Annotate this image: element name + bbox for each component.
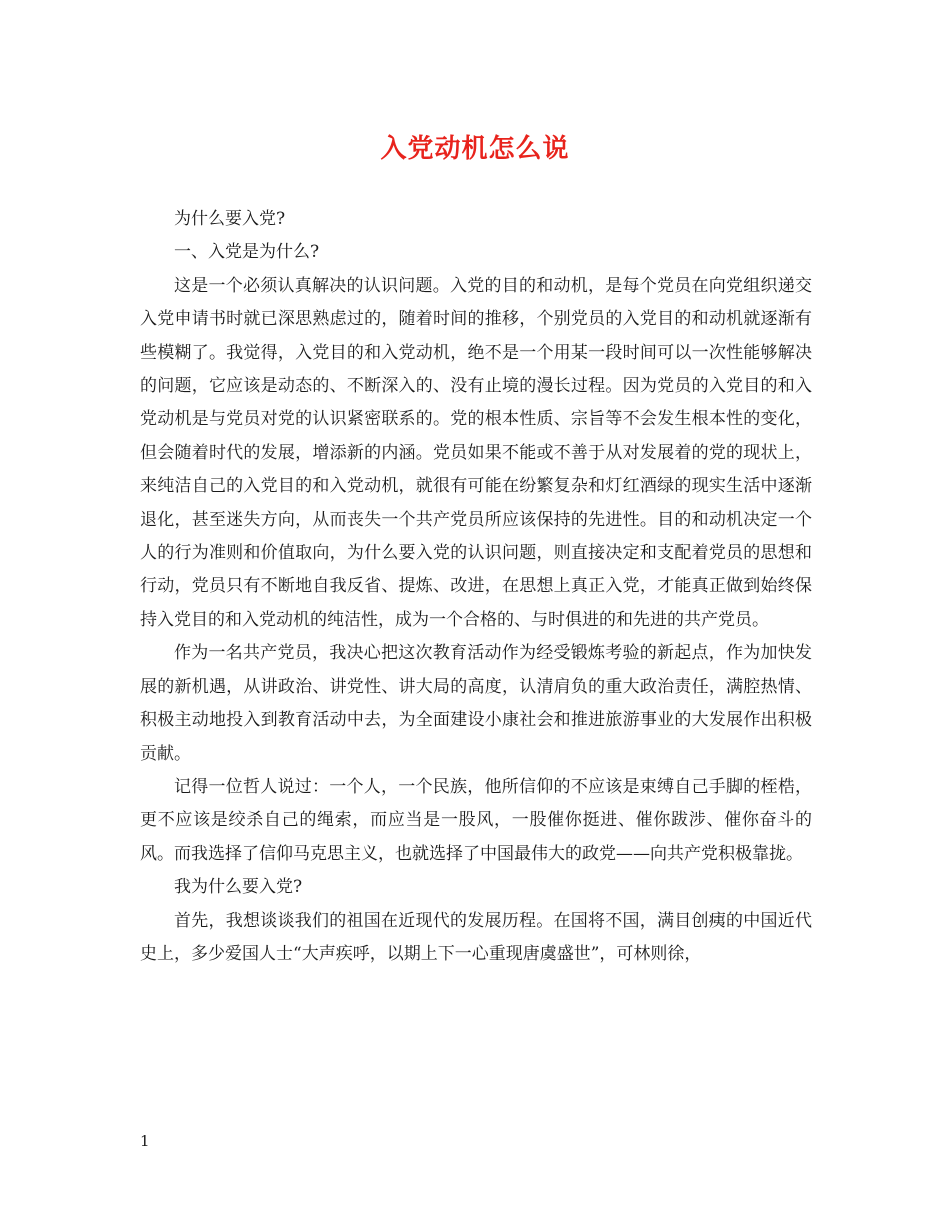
document-body <box>140 203 812 971</box>
paragraph-2: 一、入党是为什么? <box>174 242 320 263</box>
document-title: 入党动机怎么说 <box>380 134 570 164</box>
paragraph-7: 首先，我想谈谈我们的祖国在近现代的发展历程。在国将不国，满目创痍的中国近代史上，多少爱国人士“大声疾呼，以期上下一心重现唐虞盛世”，可林则徐， <box>140 910 812 964</box>
paragraph-1: 为什么要入党? <box>174 209 286 229</box>
paragraph-5: 记得一位哲人说过：一个人，一个民族，他所信仰的不应该是束缚自己手脚的桎梏，更不应该是绞杀自己的绳索，而应当是一股风，一股催你挺进、催你跋涉、催你奋斗的风。而我选择了信仰马克思主义，也就选择了中国最伟大的政党——向共产党积极靠拢。 <box>140 776 812 864</box>
paragraph-6: 我为什么要入党? <box>174 877 303 898</box>
page-number: 1 <box>140 1132 150 1150</box>
paragraph-3: 这是一个必须认真解决的认识问题。入党的目的和动机，是每个党员在向党组织递交入党申请书时就已深思熟虑过的，随着时间的推移，个别党员的入党目的和动机就逐渐有些模糊了。我觉得，入党目的和入党动机，绝不是一个用某一段时间可以一次性能够解决的问题，它应该是动态的、不断深入的、没有止境的漫长过程。因为党员的入党目的和入党动机是与党员对党的认识紧密联系的。党的根本性质、宗旨等不会发生根本性的变化，但会随着时代的发展，增添新的内涵。党员如果不能或不善于从对发展着的党的现状上，来纯洁自己的入党目的和入党动机，就很有可能在纷繁复杂和灯红酒绿的现实生活中逐渐退化，甚至迷失方向，从而丧失一个共产党员所应该保持的先进性。目的和动机决定一个人的行为准则和价值取向，为什么要入党的认识问题，则直接决定和支配着党员的思想和行动，党员只有不断地自我反省、提炼、改进，在思想上真正入党，才能真正做到始终保持入党目的和入党动机的纯洁性，成为一个合格的、与时俱进的和先进的共产党员。 <box>140 275 812 630</box>
paragraph-4: 作为一名共产党员，我决心把这次教育活动作为经受锻炼考验的新起点，作为加快发展的新机遇，从讲政治、讲党性、讲大局的高度，认清肩负的重大政治责任，满腔热情、积极主动地投入到教育活动中去，为全面建设小康社会和推进旅游事业的大发展作出积极贡献。 <box>140 643 812 764</box>
